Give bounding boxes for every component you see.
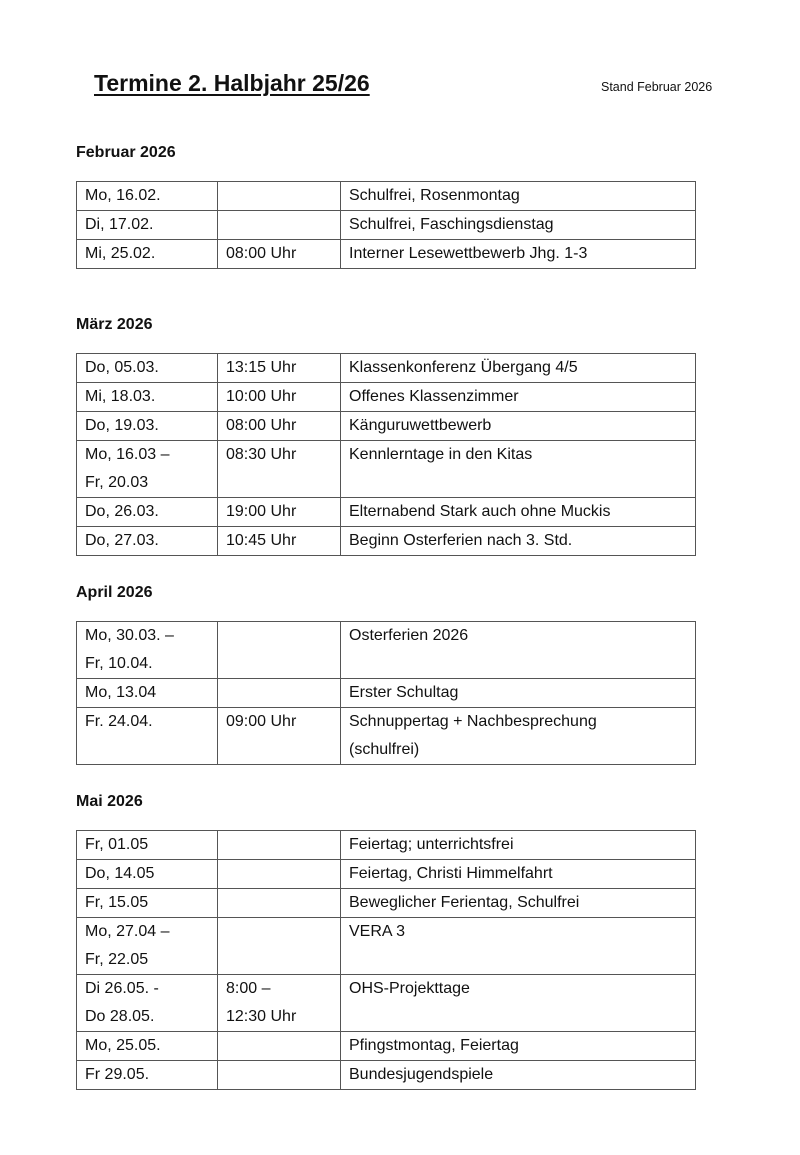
date-cell-line: Do, 19.03. (85, 417, 159, 434)
section-april (76, 583, 696, 765)
event-cell (341, 1032, 696, 1061)
time-cell-line: 08:00 Uhr (226, 245, 297, 262)
date-cell (77, 441, 218, 498)
date-cell (77, 240, 218, 269)
time-cell (218, 860, 341, 889)
event-cell-line: Schnuppertag + Nachbesprechung (349, 713, 597, 730)
event-cell-line: Schulfrei, Faschingsdienstag (349, 216, 554, 233)
event-cell (341, 527, 696, 556)
schedule-table (76, 353, 696, 556)
event-cell-line: Erster Schultag (349, 684, 459, 701)
date-cell-line: Fr. 24.04. (85, 713, 153, 730)
date-cell-line: Mo, 16.03 – (85, 446, 170, 463)
event-cell-line: Schulfrei, Rosenmontag (349, 187, 520, 204)
date-cell-line: Fr, 22.05 (85, 951, 149, 968)
date-cell-line: Fr, 15.05 (85, 894, 149, 911)
date-cell-line: Mi, 25.02. (85, 245, 156, 262)
event-cell (341, 860, 696, 889)
table-row (77, 182, 696, 211)
date-cell-line: Mo, 25.05. (85, 1037, 161, 1054)
date-cell (77, 860, 218, 889)
table-row (77, 383, 696, 412)
event-cell (341, 498, 696, 527)
time-cell (218, 1061, 341, 1090)
section-februar (76, 143, 696, 269)
date-cell-line: Fr, 10.04. (85, 655, 153, 672)
event-cell-line: Feiertag, Christi Himmelfahrt (349, 865, 553, 882)
event-cell-line: VERA 3 (349, 923, 406, 940)
event-cell (341, 831, 696, 860)
date-cell-line: Fr, 20.03 (85, 474, 149, 491)
date-cell-line: Mo, 30.03. – (85, 627, 174, 644)
date-cell (77, 918, 218, 975)
table-row (77, 831, 696, 860)
time-cell-line: 8:00 – (226, 980, 271, 997)
event-cell (341, 211, 696, 240)
date-cell-line: Do, 05.03. (85, 359, 159, 376)
event-cell-line: Bundesjugendspiele (349, 1066, 494, 1083)
table-row (77, 708, 696, 765)
event-cell (341, 182, 696, 211)
event-cell (341, 441, 696, 498)
event-cell (341, 622, 696, 679)
time-cell (218, 383, 341, 412)
date-cell-line: Mi, 18.03. (85, 388, 156, 405)
time-cell-line: 13:15 Uhr (226, 359, 297, 376)
table-row (77, 1061, 696, 1090)
event-cell (341, 1061, 696, 1090)
time-cell (218, 527, 341, 556)
event-cell-line: Offenes Klassenzimmer (349, 388, 519, 405)
time-cell-line: 12:30 Uhr (226, 1008, 297, 1025)
time-cell (218, 889, 341, 918)
event-cell (341, 240, 696, 269)
date-cell-line: Fr 29.05. (85, 1066, 150, 1083)
table-row (77, 240, 696, 269)
event-cell (341, 708, 696, 765)
time-cell (218, 1032, 341, 1061)
event-cell-line: Osterferien 2026 (349, 627, 469, 644)
date-cell-line: Mo, 27.04 – (85, 923, 170, 940)
section-heading: März 2026 (76, 316, 153, 333)
date-cell-line: Do, 27.03. (85, 532, 159, 549)
date-cell (77, 831, 218, 860)
time-cell (218, 412, 341, 441)
page-title: Termine 2. Halbjahr 25/26 (94, 70, 370, 96)
table-row (77, 975, 696, 1032)
date-cell-line: Do, 14.05 (85, 865, 155, 882)
date-cell (77, 383, 218, 412)
event-cell (341, 679, 696, 708)
table-row (77, 354, 696, 383)
date-cell (77, 679, 218, 708)
event-cell-line: Klassenkonferenz Übergang 4/5 (349, 359, 578, 376)
date-cell-line: Fr, 01.05 (85, 836, 149, 853)
date-cell (77, 527, 218, 556)
event-cell-line: Beginn Osterferien nach 3. Std. (349, 532, 573, 549)
event-cell-line: Känguruwettbewerb (349, 417, 492, 434)
time-cell (218, 918, 341, 975)
table-row (77, 211, 696, 240)
date-cell (77, 182, 218, 211)
schedule-table (76, 181, 696, 269)
time-cell (218, 498, 341, 527)
section-heading: Februar 2026 (76, 144, 176, 161)
time-cell-line: 10:00 Uhr (226, 388, 297, 405)
table-row (77, 527, 696, 556)
time-cell-line: 08:00 Uhr (226, 417, 297, 434)
time-cell (218, 240, 341, 269)
date-cell (77, 622, 218, 679)
table-row (77, 679, 696, 708)
table-row (77, 860, 696, 889)
section-heading: April 2026 (76, 584, 153, 601)
time-cell (218, 975, 341, 1032)
time-cell (218, 622, 341, 679)
time-cell-line: 10:45 Uhr (226, 532, 297, 549)
event-cell-line: Kennlerntage in den Kitas (349, 446, 533, 463)
event-cell (341, 889, 696, 918)
date-cell (77, 889, 218, 918)
stand-date: Stand Februar 2026 (601, 80, 713, 94)
table-row (77, 441, 696, 498)
time-cell (218, 211, 341, 240)
table-row (77, 412, 696, 441)
table-row (77, 498, 696, 527)
schedule-table (76, 830, 696, 1090)
date-cell (77, 975, 218, 1032)
section-mai (76, 792, 696, 1090)
event-cell (341, 412, 696, 441)
event-cell-line: Beweglicher Ferientag, Schulfrei (349, 894, 580, 911)
event-cell (341, 918, 696, 975)
event-cell (341, 975, 696, 1032)
table-row (77, 1032, 696, 1061)
date-cell-line: Do, 26.03. (85, 503, 159, 520)
event-cell-line: Pfingstmontag, Feiertag (349, 1037, 519, 1054)
event-cell-line: Interner Lesewettbewerb Jhg. 1-3 (349, 245, 588, 262)
date-cell (77, 498, 218, 527)
date-cell (77, 1061, 218, 1090)
event-cell (341, 383, 696, 412)
event-cell-line: Elternabend Stark auch ohne Muckis (349, 503, 611, 520)
date-cell-line: Di, 17.02. (85, 216, 154, 233)
time-cell (218, 708, 341, 765)
time-cell-line: 19:00 Uhr (226, 503, 297, 520)
time-cell-line: 09:00 Uhr (226, 713, 297, 730)
section-heading: Mai 2026 (76, 793, 143, 810)
time-cell (218, 182, 341, 211)
table-row (77, 918, 696, 975)
event-cell-line: OHS-Projekttage (349, 980, 470, 997)
time-cell-line: 08:30 Uhr (226, 446, 297, 463)
table-row (77, 889, 696, 918)
time-cell (218, 354, 341, 383)
date-cell-line: Mo, 13.04 (85, 684, 157, 701)
date-cell (77, 708, 218, 765)
date-cell (77, 412, 218, 441)
date-cell (77, 354, 218, 383)
schedule-table (76, 621, 696, 765)
section-maerz (76, 315, 696, 556)
table-row (77, 622, 696, 679)
event-cell-line: Feiertag; unterrichtsfrei (349, 836, 514, 853)
time-cell (218, 679, 341, 708)
date-cell-line: Mo, 16.02. (85, 187, 161, 204)
time-cell (218, 831, 341, 860)
date-cell (77, 1032, 218, 1061)
date-cell (77, 211, 218, 240)
date-cell-line: Di 26.05. - (85, 980, 159, 997)
date-cell-line: Do 28.05. (85, 1008, 155, 1025)
event-cell (341, 354, 696, 383)
time-cell (218, 441, 341, 498)
event-cell-line: (schulfrei) (349, 741, 420, 758)
